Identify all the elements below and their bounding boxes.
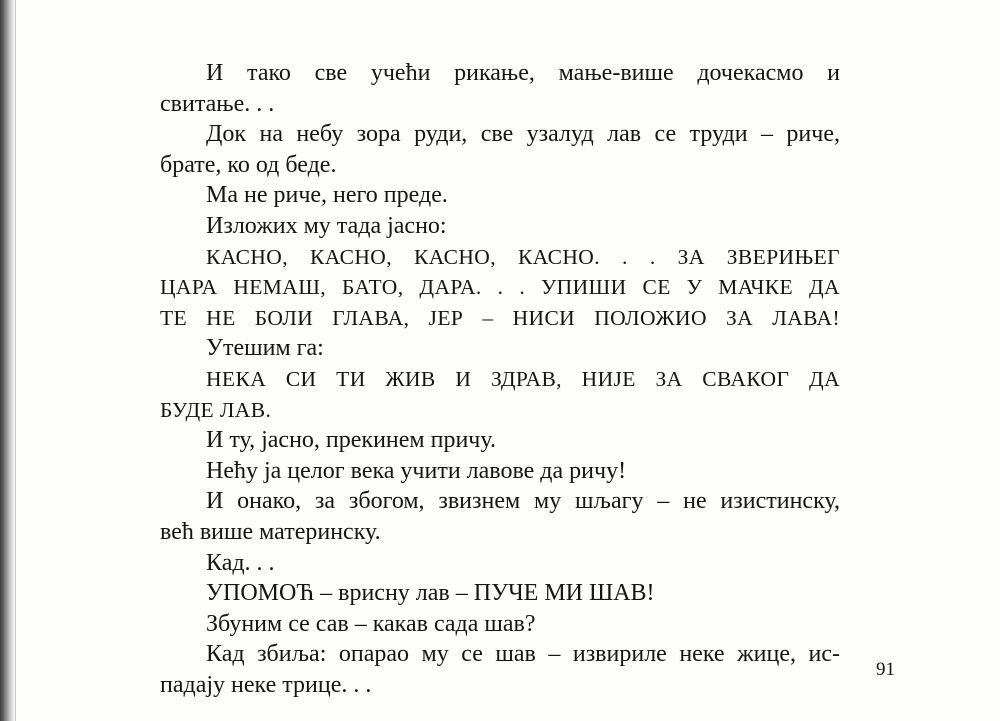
text-line-caps: ТЕ НЕ БОЛИ ГЛАВА, ЈЕР – НИСИ ПОЛОЖИО ЗА ЛАВА! — [160, 305, 840, 330]
text-line: И тако све учећи рикање, мање-више дочекасмо и — [206, 60, 840, 86]
text-line-caps: КАСНО, КАСНО, КАСНО, КАСНО. . . ЗА ЗВЕРИЊЕГ — [206, 244, 840, 269]
body-text — [160, 58, 840, 700]
text-line: брате, ко од беде. — [160, 151, 337, 178]
text-line: Утешим га: — [206, 335, 324, 362]
text-line-caps: БУДЕ ЛАВ. — [160, 397, 272, 422]
text-line: Док на небу зора руди, све узалуд лав се труди – риче, — [206, 121, 840, 148]
book-binding-shadow — [0, 0, 16, 721]
text-line: И онако, за збогом, звизнем му шљагу – не изистинску, — [206, 488, 840, 515]
text-line: падају неке трице. . . — [160, 671, 372, 698]
text-line-caps: НЕКА СИ ТИ ЖИВ И ЗДРАВ, НИЈЕ ЗА СВАКОГ ДА — [206, 366, 840, 391]
text-line: УПОМОЋ – врисну лав – ПУЧЕ МИ ШАВ! — [206, 580, 655, 607]
text-line-caps: ЦАРА НЕМАШ, БАТО, ДАРА. . . УПИШИ СЕ У МАЧКЕ ДА — [160, 275, 840, 300]
text-line: свитање. . . — [160, 90, 275, 117]
text-line: Збуним се сав – какав сада шав? — [206, 610, 536, 637]
text-line: Изложих му тада јасно: — [206, 212, 447, 239]
text-line: Кад збиља: опарао му се шав – извириле неке жице, ис- — [206, 641, 840, 668]
page-number: 91 — [876, 659, 895, 680]
text-line: Кад. . . — [206, 549, 275, 576]
text-line: Нећу ја целог века учити лавове да ричу! — [206, 457, 627, 484]
text-line: Ма не риче, него преде. — [206, 182, 448, 209]
text-line: већ више материнску. — [160, 518, 381, 545]
text-line: И ту, јасно, прекинем причу. — [206, 427, 496, 454]
book-binding-edge — [15, 0, 16, 721]
